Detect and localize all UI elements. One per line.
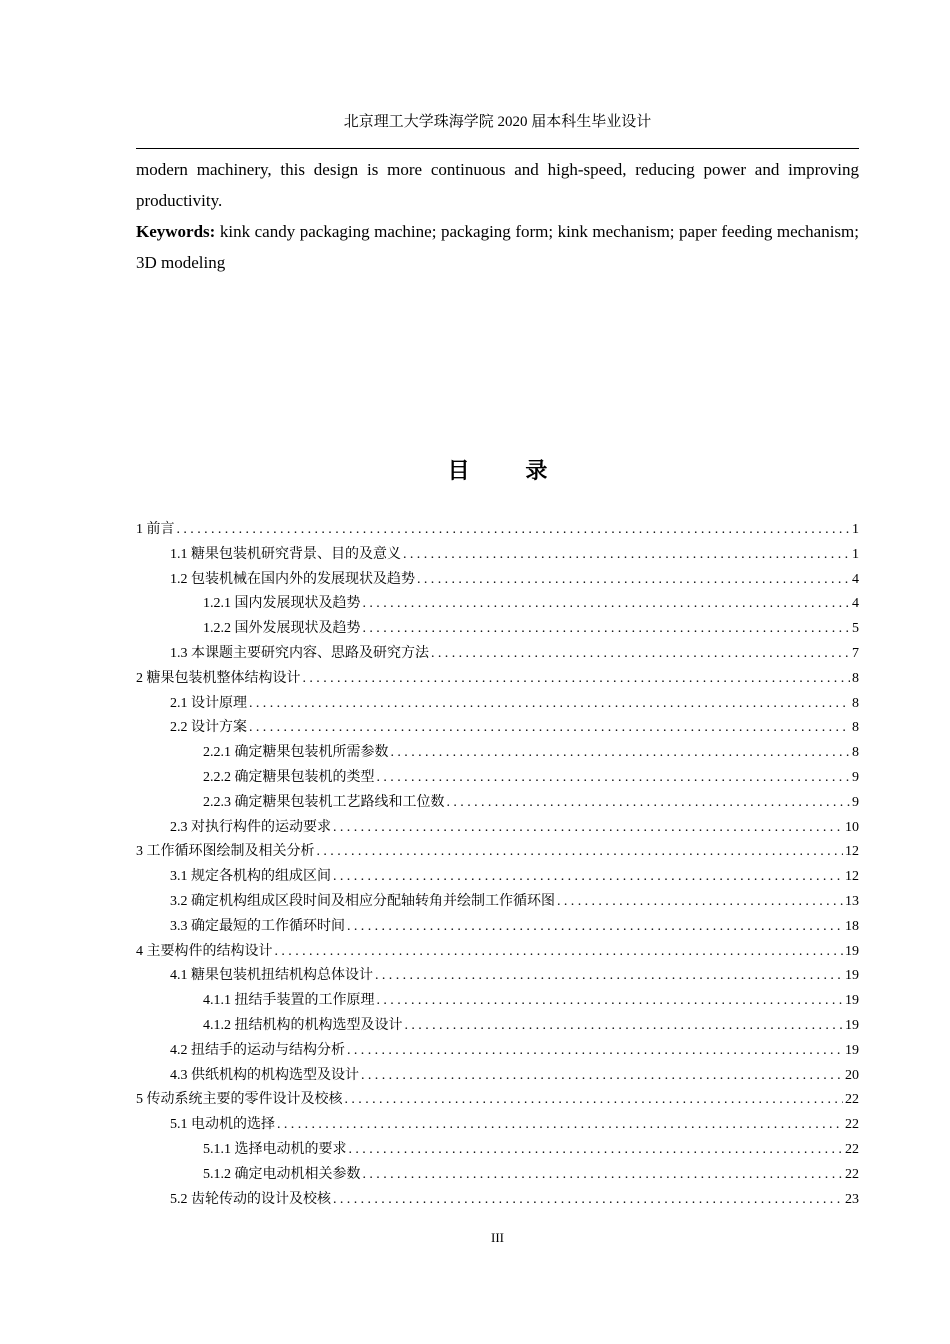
toc-entry[interactable] (136, 840, 859, 865)
table-of-contents (136, 518, 859, 1212)
toc-entry[interactable] (136, 791, 859, 816)
toc-entry-text: 1.2 包装机械在国内外的发展现状及趋势 (170, 571, 415, 587)
toc-page-number: 19 (845, 1042, 859, 1058)
toc-entry[interactable] (136, 865, 859, 890)
toc-leader-dots (275, 940, 844, 965)
toc-leader-dots (317, 840, 844, 865)
toc-page-number: 22 (845, 1092, 859, 1108)
toc-entry-text: 2.2 设计方案 (170, 720, 247, 736)
toc-entry[interactable] (136, 940, 859, 965)
toc-page-number: 23 (845, 1191, 859, 1207)
toc-entry[interactable] (136, 1064, 859, 1089)
toc-page-number: 18 (845, 918, 859, 934)
toc-leader-dots (375, 964, 843, 989)
toc-leader-dots (377, 989, 844, 1014)
toc-leader-dots (431, 642, 850, 667)
toc-page-number: 20 (845, 1067, 859, 1083)
toc-leader-dots (377, 766, 851, 791)
keywords-text: kink candy packaging machine; packaging form; kink mechanism; paper feeding mechanism; 3D modeling (136, 222, 859, 272)
toc-leader-dots (447, 791, 851, 816)
toc-entry[interactable] (136, 692, 859, 717)
toc-entry-text: 4.3 供纸机构的机构选型及设计 (170, 1067, 359, 1083)
toc-entry[interactable] (136, 716, 859, 741)
toc-page-number: 19 (845, 993, 859, 1009)
toc-entry-text: 1.1 糖果包装机研究背景、目的及意义 (170, 546, 401, 562)
toc-leader-dots (333, 865, 843, 890)
toc-leader-dots (363, 617, 851, 642)
toc-entry-text: 1.2.2 国外发展现状及趋势 (203, 621, 361, 637)
toc-leader-dots (347, 915, 843, 940)
toc-entry[interactable] (136, 816, 859, 841)
toc-entry-text: 5.1.2 确定电动机相关参数 (203, 1166, 361, 1182)
toc-entry[interactable] (136, 1113, 859, 1138)
toc-entry[interactable] (136, 964, 859, 989)
toc-page-number: 8 (852, 695, 859, 711)
toc-page-number: 22 (845, 1166, 859, 1182)
abstract-section (136, 154, 859, 278)
toc-entry-text: 4.1 糖果包装机扭结机构总体设计 (170, 968, 373, 984)
toc-entry-text: 5.1 电动机的选择 (170, 1117, 275, 1133)
toc-entry[interactable] (136, 1014, 859, 1039)
toc-leader-dots (361, 1064, 843, 1089)
toc-leader-dots (333, 816, 843, 841)
toc-page-number: 9 (852, 769, 859, 785)
toc-page-number: 1 (852, 522, 859, 537)
toc-leader-dots (277, 1113, 843, 1138)
toc-entry[interactable] (136, 989, 859, 1014)
toc-leader-dots (347, 1039, 843, 1064)
toc-leader-dots (333, 1188, 843, 1213)
toc-leader-dots (177, 518, 851, 543)
toc-entry[interactable] (136, 568, 859, 593)
toc-entry-text: 3 工作循环图绘制及相关分析 (136, 844, 315, 860)
toc-entry-text: 2.2.3 确定糖果包装机工艺路线和工位数 (203, 794, 445, 810)
toc-entry-text: 4 主要构件的结构设计 (136, 943, 273, 959)
toc-entry[interactable] (136, 741, 859, 766)
toc-entry[interactable] (136, 543, 859, 568)
toc-page-number: 19 (845, 1017, 859, 1033)
toc-page-number: 5 (852, 621, 859, 637)
toc-page-number: 8 (852, 720, 859, 736)
toc-entry-text: 3.3 确定最短的工作循环时间 (170, 918, 345, 934)
toc-entry-text: 4.1.2 扭结机构的机构选型及设计 (203, 1017, 403, 1033)
toc-entry-text: 4.1.1 扭结手装置的工作原理 (203, 993, 375, 1009)
toc-entry-text: 1.2.1 国内发展现状及趋势 (203, 596, 361, 612)
toc-entry[interactable] (136, 617, 859, 642)
page-header: 北京理工大学珠海学院 2020 届本科生毕业设计 (343, 114, 652, 130)
toc-entry-text: 2.2.1 确定糖果包装机所需参数 (203, 745, 389, 761)
toc-page-number: 9 (852, 794, 859, 810)
toc-entry[interactable] (136, 1088, 859, 1113)
toc-page-number: 10 (845, 819, 859, 835)
toc-entry-text: 3.2 确定机构组成区段时间及相应分配轴转角并绘制工作循环图 (170, 893, 555, 909)
toc-entry[interactable] (136, 766, 859, 791)
toc-entry[interactable] (136, 915, 859, 940)
abstract-continuation: modern machinery, this design is more continuous and high-speed, reducing power and improving productivity. (136, 160, 859, 210)
toc-entry-text: 2 糖果包装机整体结构设计 (136, 670, 301, 686)
toc-entry[interactable] (136, 667, 859, 692)
toc-entry-text: 2.1 设计原理 (170, 695, 247, 711)
toc-entry-text: 5 传动系统主要的零件设计及校核 (136, 1092, 343, 1108)
toc-leader-dots (557, 890, 843, 915)
toc-entry[interactable] (136, 1039, 859, 1064)
toc-leader-dots (249, 716, 850, 741)
toc-page-number: 12 (845, 844, 859, 860)
toc-entry-text: 2.2.2 确定糖果包装机的类型 (203, 769, 375, 785)
toc-page-number: 12 (845, 869, 859, 885)
toc-leader-dots (249, 692, 850, 717)
keywords-paragraph (136, 216, 859, 278)
toc-leader-dots (349, 1138, 844, 1163)
header-divider (136, 148, 859, 149)
toc-entry[interactable] (136, 1188, 859, 1213)
toc-entry[interactable] (136, 1138, 859, 1163)
toc-leader-dots (391, 741, 851, 766)
toc-page-number: 22 (845, 1141, 859, 1157)
keywords-label: Keywords: (136, 222, 216, 241)
toc-leader-dots (303, 667, 851, 692)
toc-page-number: 7 (852, 645, 859, 661)
toc-entry-text: 4.2 扭结手的运动与结构分析 (170, 1042, 345, 1058)
toc-page-number: 22 (845, 1117, 859, 1133)
toc-page-number: 4 (852, 596, 859, 612)
toc-entry[interactable] (136, 592, 859, 617)
toc-entry-text: 5.2 齿轮传动的设计及校核 (170, 1191, 331, 1207)
toc-page-number: 8 (852, 670, 859, 686)
toc-page-number: 19 (845, 943, 859, 959)
toc-entry[interactable] (136, 518, 859, 543)
toc-entry-text: 5.1.1 选择电动机的要求 (203, 1141, 347, 1157)
toc-entry[interactable] (136, 642, 859, 667)
toc-title: 目 录 (447, 459, 572, 484)
toc-entry-text: 1 前言 (136, 522, 175, 537)
toc-leader-dots (345, 1088, 844, 1113)
toc-page-number: 1 (852, 546, 859, 562)
toc-page-number: 8 (852, 745, 859, 761)
toc-leader-dots (363, 592, 851, 617)
toc-entry-text: 3.1 规定各机构的组成区间 (170, 869, 331, 885)
toc-page-number: 4 (852, 571, 859, 587)
toc-entry-text: 1.3 本课题主要研究内容、思路及研究方法 (170, 645, 429, 661)
toc-entry[interactable] (136, 890, 859, 915)
page-number-footer: III (491, 1230, 504, 1245)
toc-leader-dots (403, 543, 850, 568)
toc-entry[interactable] (136, 1163, 859, 1188)
toc-leader-dots (363, 1163, 844, 1188)
toc-page-number: 13 (845, 893, 859, 909)
toc-entry-text: 2.3 对执行构件的运动要求 (170, 819, 331, 835)
toc-page-number: 19 (845, 968, 859, 984)
toc-leader-dots (405, 1014, 844, 1039)
toc-leader-dots (417, 568, 850, 593)
